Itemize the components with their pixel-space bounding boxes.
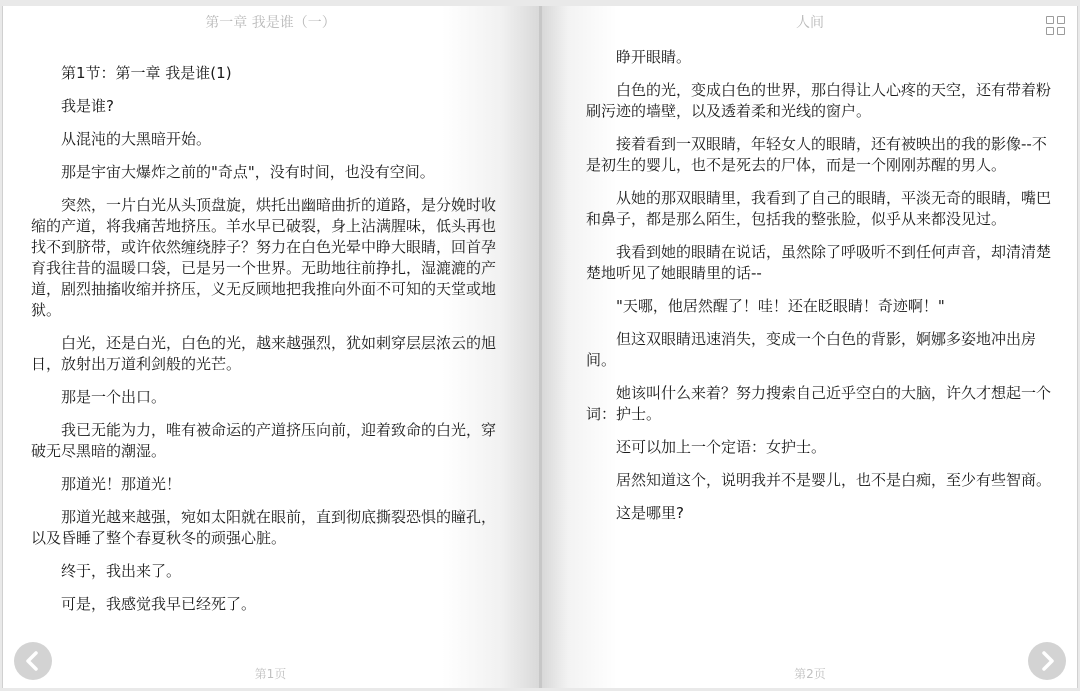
left-page-number: 第1页 xyxy=(254,667,287,681)
paragraph: 居然知道这个，说明我并不是婴儿，也不是白痴，至少有些智商。 xyxy=(616,471,1052,489)
right-page xyxy=(542,6,1078,688)
paragraph: 终于，我出来了。 xyxy=(61,562,182,580)
right-page-header: 人间 xyxy=(796,15,824,31)
paragraph: 我看到她的眼睛在说话，虽然除了呼吸听不到任何声音，却清清楚楚地听见了她眼睛里的话-- xyxy=(586,243,1052,282)
grid-icon[interactable] xyxy=(1046,16,1066,36)
paragraph: "天哪，他居然醒了！哇！还在眨眼睛！奇迹啊！" xyxy=(616,297,945,315)
book-reader xyxy=(2,6,1078,688)
paragraph: 她该叫什么来着？努力搜索自己近乎空白的大脑，许久才想起一个词：护士。 xyxy=(586,384,1052,423)
paragraph: 突然，一片白光从头顶盘旋，烘托出幽暗曲折的道路，是分娩时收缩的产道，将我痛苦地挤压。羊水早已破裂，身上沾满腥味，低头再也找不到脐带，或许依然缠绕脖子？努力在白色光晕中睁大眼睛，回首孕育我往昔的温暖口袋，已是另一个世界。无助地往前挣扎，湿漉漉的产道，剧烈抽搐收缩并挤压，义无反顾地把我推向外面不可知的天堂或地狱。 xyxy=(31,196,497,319)
prev-page-button[interactable] xyxy=(14,642,52,680)
paragraph: 这是哪里? xyxy=(616,504,684,522)
paragraph: 那道光！那道光！ xyxy=(61,475,182,493)
chevron-left-icon xyxy=(14,642,52,680)
paragraph: 我是谁? xyxy=(61,97,114,115)
paragraph: 白色的光，变成白色的世界，那白得让人心疼的天空，还有带着粉刷污迹的墙壁，以及透着柔和光线的窗户。 xyxy=(586,81,1052,120)
right-page-number: 第2页 xyxy=(794,667,826,681)
paragraph: 可是，我感觉我早已经死了。 xyxy=(61,595,257,613)
next-page-button[interactable] xyxy=(1028,642,1066,680)
chevron-right-icon xyxy=(1028,642,1066,680)
paragraph: 但这双眼睛迅速消失，变成一个白色的背影，婀娜多姿地冲出房间。 xyxy=(586,330,1037,369)
paragraph: 我已无能为力，唯有被命运的产道挤压向前，迎着致命的白光，穿破无尽黑暗的潮湿。 xyxy=(31,421,497,460)
paragraph: 白光，还是白光，白色的光，越来越强烈，犹如刺穿层层浓云的旭日，放射出万道利剑般的光芒。 xyxy=(31,334,497,373)
paragraph: 第1节：第一章 我是谁(1) xyxy=(61,64,232,82)
paragraph: 从混沌的大黑暗开始。 xyxy=(61,130,212,148)
paragraph: 还可以加上一个定语：女护士。 xyxy=(616,438,827,456)
paragraph: 睁开眼睛。 xyxy=(616,48,692,66)
paragraph: 那是宇宙大爆炸之前的"奇点"，没有时间，也没有空间。 xyxy=(61,163,435,181)
right-page-content xyxy=(586,47,1052,536)
left-page-header: 第一章 我是谁（一） xyxy=(205,15,336,31)
paragraph: 那道光越来越强，宛如太阳就在眼前，直到彻底撕裂恐惧的瞳孔，以及昏睡了整个春夏秋冬的顽强心脏。 xyxy=(31,508,497,547)
left-page xyxy=(2,6,539,688)
paragraph: 那是一个出口。 xyxy=(61,388,167,406)
paragraph: 从她的那双眼睛里，我看到了自己的眼睛，平淡无奇的眼睛，嘴巴和鼻子，都是那么陌生，包括我的整张脸，似乎从来都没见过。 xyxy=(586,189,1052,228)
paragraph: 接着看到一双眼睛，年轻女人的眼睛，还有被映出的我的影像--不是初生的婴儿，也不是死去的尸体，而是一个刚刚苏醒的男人。 xyxy=(586,135,1047,174)
left-page-content xyxy=(31,63,499,627)
